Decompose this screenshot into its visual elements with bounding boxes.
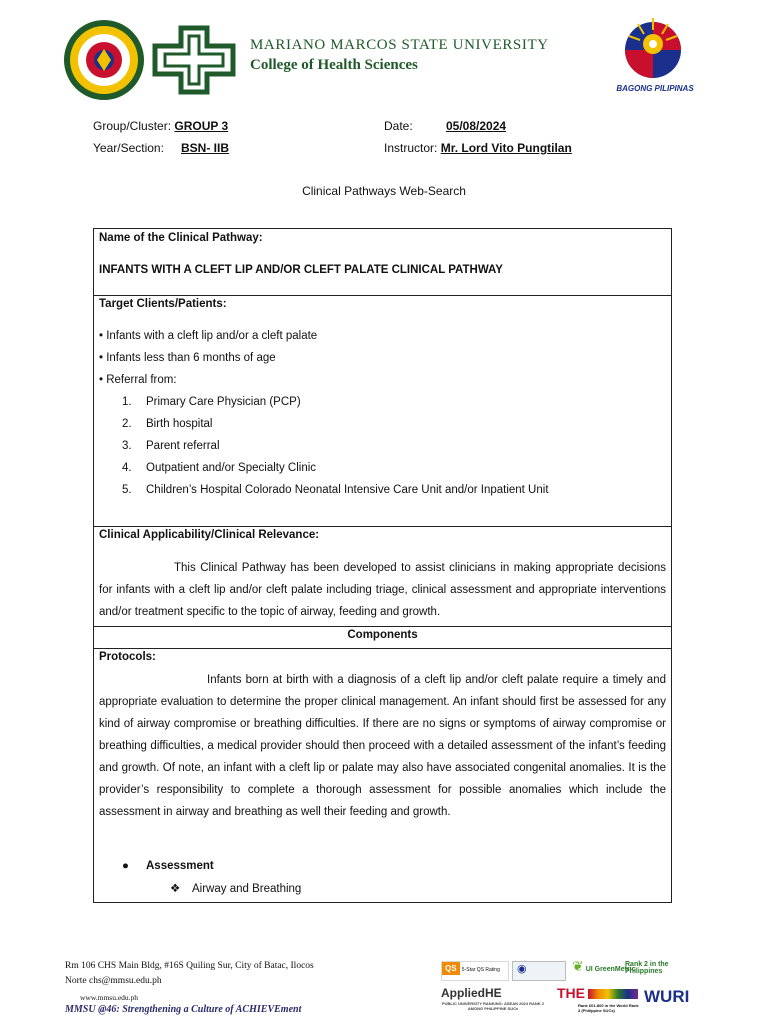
diamond-bullet-icon: ❖ (170, 883, 181, 895)
date-label: Date: (384, 119, 413, 133)
the-ranking: Rank 601-800 in the World Rank 3 (Philippine SUCs) (578, 1003, 639, 1013)
protocols-text: Infants born at birth with a diagnosis of a cleft lip and/or cleft palate require a timely and appropriate evaluation to determine the proper clinical management. An infant should first be assessed for any kind of airway compromise or breathing difficulties. If there are no signs or symptoms of airway compromise or breathing difficulties, a medical provider should then proceed with a detailed assessment of the infant’s feeding and growth. Of note, an infant with a cleft lip or palate may also have associated congenital anomalies. It is the provider’s responsibility to complete a thorough assessment for possible anomalies which include the assessment in airway and breathing as well their feeding and growth. (99, 674, 666, 818)
row-divider (94, 526, 671, 527)
footer-motto: MMSU @46: Strengthening a Culture of ACHIEVEment (65, 1004, 302, 1015)
instructor-value: Mr. Lord Vito Pungtilan (440, 141, 572, 155)
year-value: BSN- IIB (181, 141, 229, 155)
footer-email: Norte chs@mmsu.edu.ph (65, 976, 162, 986)
applicability-label: Clinical Applicability/Clinical Relevance: (99, 529, 320, 541)
footer-address: Rm 106 CHS Main Bldg, #16S Quiling Sur, City of Batac, Ilocos (65, 961, 314, 971)
clinical-pathway-table (93, 228, 672, 903)
applied-he-ranking: PUBLIC UNIVERSITY RANKING: ASEAN 2024 RANK 2 AMONG PHILIPPINE SUCs (441, 1001, 545, 1011)
the-logo: THE (557, 985, 585, 1001)
university-seal-logo (63, 19, 145, 101)
footer-website: www.mmsu.edu.ph (80, 993, 139, 1002)
applied-he-logo: AppliedHE (441, 986, 502, 1000)
bagong-pilipinas-label: BAGONG PILIPINAS (616, 84, 694, 93)
target-bullet: • Infants with a cleft lip and/or a cleft palate (99, 330, 318, 342)
date-value: 05/08/2024 (446, 119, 507, 133)
leaf-icon: ❦ (572, 958, 584, 974)
target-bullet: • Infants less than 6 months of age (99, 352, 276, 364)
wuri-logo: WURI (644, 987, 690, 1006)
row-divider (94, 626, 671, 627)
referral-item: 4. Outpatient and/or Specialty Clinic (122, 462, 317, 474)
protocols-label: Protocols: (99, 651, 156, 663)
pathway-name-label: Name of the Clinical Pathway: (99, 232, 263, 244)
group-label: Group/Cluster: (93, 119, 172, 133)
greenmetric-rank: Rank 2 in the Philippines (625, 961, 669, 975)
group-row (93, 119, 228, 133)
bagong-pilipinas-logo (612, 14, 694, 80)
pathway-name-value: INFANTS WITH A CLEFT LIP AND/OR CLEFT PALATE CLINICAL PATHWAY (99, 264, 503, 276)
referral-item: 2. Birth hospital (122, 418, 213, 430)
group-value: GROUP 3 (174, 119, 229, 133)
row-divider (94, 295, 671, 296)
bullet-icon: ● (122, 860, 129, 872)
qs-badge: QS 5-Star QS Rating (441, 961, 509, 981)
referral-item: 3. Parent referral (122, 440, 220, 452)
airway-item: ❖ Airway and Breathing (170, 883, 302, 895)
university-name: MARIANO MARCOS STATE UNIVERSITY (250, 37, 549, 53)
greenmetric-badge: ❦ UI GreenMetric (572, 958, 636, 974)
college-name: College of Health Sciences (250, 57, 418, 73)
stars-badge (512, 961, 566, 981)
components-heading: Components (347, 629, 418, 641)
eye-icon: ◉ (517, 963, 527, 975)
instructor-label: Instructor: (384, 141, 438, 155)
target-label: Target Clients/Patients: (99, 298, 227, 310)
instructor-row (384, 141, 572, 155)
year-label: Year/Section: (93, 141, 164, 155)
applicability-text: This Clinical Pathway has been developed to assist clinicians in making appropriate decisions for infants with a cleft lip and/or cleft palate including triage, clinical assessment and appropriate interventions and/or treatment specific to the topic of airway, feeding and growth. (99, 562, 666, 618)
assessment-item: ● Assessment (122, 860, 214, 872)
referral-item: 1. Primary Care Physician (PCP) (122, 396, 301, 408)
the-color-bar (588, 989, 638, 999)
referral-item: 5. Children’s Hospital Colorado Neonatal Intensive Care Unit and/or Inpatient Unit (122, 484, 549, 496)
row-divider (94, 648, 671, 649)
document-title: Clinical Pathways Web-Search (302, 184, 466, 198)
health-cross-logo (151, 24, 237, 96)
target-bullet: • Referral from: (99, 374, 177, 386)
